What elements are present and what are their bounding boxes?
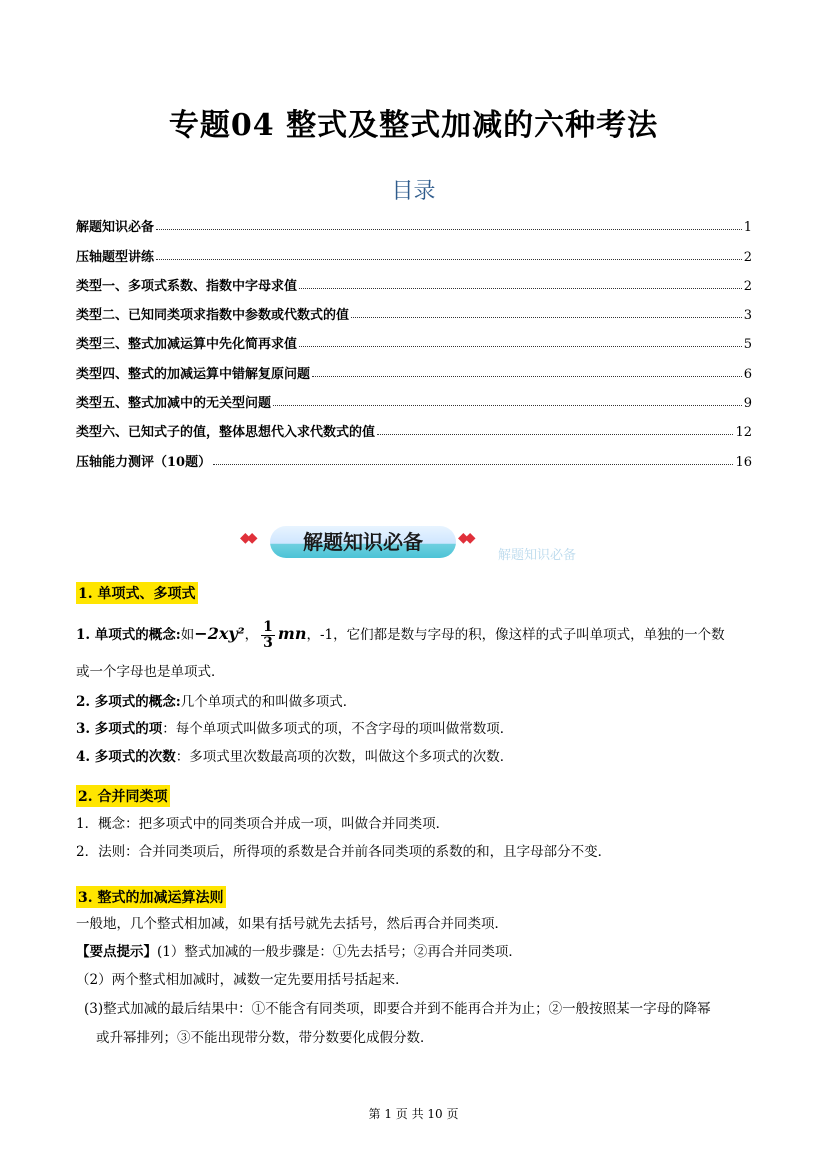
toc-item[interactable] bbox=[76, 411, 752, 440]
toc-item-label: 压轴能力测评（10题） bbox=[76, 454, 212, 470]
tip-line-2: （2）两个整式相加减时，减数一定先要用括号括起来． bbox=[76, 972, 409, 988]
page-title: 专题04 整式及整式加减的六种考法 bbox=[168, 108, 659, 143]
tip-line-1 bbox=[76, 942, 756, 962]
item-text: ：多项式里次数最高项的次数，叫做这个多项式的次数． bbox=[175, 749, 514, 765]
toc-item-label: 解题知识必备 bbox=[76, 220, 155, 236]
math-expression: mn bbox=[277, 624, 307, 643]
toc-leader bbox=[156, 259, 742, 260]
toc-heading: 目录 bbox=[391, 179, 436, 204]
toc-leader bbox=[377, 434, 733, 435]
item-polynomial-degree bbox=[76, 747, 756, 767]
item-text: ，-1，它们都是数与字母的积，像这样的式子叫单项式，单独的一个数 bbox=[306, 627, 725, 643]
toc-item-page: 2 bbox=[743, 278, 752, 294]
item-text: 几个单项式的和叫做多项式． bbox=[180, 694, 357, 710]
toc-item[interactable] bbox=[76, 294, 752, 323]
toc-item-page: 12 bbox=[735, 425, 752, 441]
toc-leader bbox=[299, 288, 742, 289]
toc-leader bbox=[213, 464, 733, 465]
section-heading-3: 3. 整式的加减运算法则 bbox=[76, 886, 226, 908]
toc-item-label: 类型四、整式的加减运算中错解复原问题 bbox=[76, 366, 311, 382]
toc-item[interactable] bbox=[76, 235, 752, 264]
toc-item[interactable] bbox=[76, 206, 752, 235]
table-of-contents bbox=[76, 206, 752, 470]
toc-item[interactable] bbox=[76, 323, 752, 352]
toc-item-label: 压轴题型讲练 bbox=[76, 249, 155, 265]
toc-item-page: 1 bbox=[743, 220, 752, 236]
tip-line-3-continued: 或升幂排列；③不能出现带分数，带分数要化成假分数． bbox=[96, 1030, 434, 1046]
toc-item-label: 类型二、已知同类项求指数中参数或代数式的值 bbox=[76, 308, 350, 324]
item-text: 如 bbox=[180, 627, 195, 643]
toc-leader bbox=[273, 405, 742, 406]
toc-leader bbox=[351, 317, 742, 318]
addition-rule: 一般地，几个整式相加减，如果有括号就先去括号，然后再合并同类项． bbox=[76, 916, 508, 932]
tip-text: (1）整式加减的一般步骤是：①先去括号；②再合并同类项． bbox=[157, 944, 522, 960]
item-monomial-continued: 或一个字母也是单项式． bbox=[76, 664, 225, 680]
toc-item-page: 16 bbox=[735, 454, 752, 470]
toc-item[interactable] bbox=[76, 352, 752, 381]
item-label: 3. 多项式的项 bbox=[76, 721, 163, 737]
banner-watermark: 解题知识必备 bbox=[498, 548, 577, 563]
like-terms-rule: 2．法则：合并同类项后，所得项的系数是合并前各同类项的系数的和，且字母部分不变． bbox=[76, 844, 612, 860]
toc-item-page: 9 bbox=[743, 396, 752, 412]
toc-leader bbox=[156, 229, 742, 230]
page-footer: 第 1 页 共 10 页 bbox=[368, 1107, 459, 1121]
toc-item[interactable] bbox=[76, 440, 752, 469]
fraction-denominator: 3 bbox=[263, 635, 273, 651]
toc-item-page: 3 bbox=[743, 308, 752, 324]
toc-item-label: 类型六、已知式子的值，整体思想代入求代数式的值 bbox=[76, 425, 376, 441]
toc-item-page: 6 bbox=[743, 366, 752, 382]
section-heading-2: 2. 合并同类项 bbox=[76, 785, 170, 807]
section-heading-1: 1. 单项式、多项式 bbox=[76, 582, 198, 604]
math-expression: −2xy² bbox=[194, 624, 245, 643]
toc-item-label: 类型三、整式加减运算中先化简再求值 bbox=[76, 337, 298, 353]
toc-item[interactable] bbox=[76, 265, 752, 294]
fraction bbox=[261, 620, 275, 651]
toc-item[interactable] bbox=[76, 382, 752, 411]
fraction-numerator: 1 bbox=[263, 619, 273, 635]
item-polynomial-terms bbox=[76, 719, 756, 739]
item-label: 1. 单项式的概念: bbox=[76, 627, 181, 643]
item-polynomial-definition bbox=[76, 692, 756, 712]
tip-label: 【要点提示】 bbox=[76, 944, 157, 960]
item-label: 4. 多项式的次数 bbox=[76, 749, 176, 765]
toc-leader bbox=[312, 376, 742, 377]
diamond-icon-right: ◆◆ bbox=[458, 530, 472, 546]
toc-item-label: 类型五、整式加减中的无关型问题 bbox=[76, 396, 272, 412]
toc-item-page: 2 bbox=[743, 249, 752, 265]
banner-title: 解题知识必备 bbox=[303, 530, 423, 554]
tip-line-3: (3)整式加减的最后结果中：①不能含有同类项，即要合并到不能再合并为止；②一般按照某一字母的降幂 bbox=[84, 1001, 711, 1017]
item-label: 2. 多项式的概念: bbox=[76, 694, 181, 710]
section-banner bbox=[240, 518, 610, 568]
toc-leader bbox=[299, 346, 742, 347]
toc-item-page: 5 bbox=[743, 337, 752, 353]
diamond-icon-left: ◆◆ bbox=[240, 530, 254, 546]
like-terms-concept: 1．概念：把多项式中的同类项合并成一项，叫做合并同类项． bbox=[76, 816, 450, 832]
item-text: ：每个单项式叫做多项式的项，不含字母的项叫做常数项． bbox=[162, 721, 514, 737]
toc-item-label: 类型一、多项式系数、指数中字母求值 bbox=[76, 278, 298, 294]
item-monomial-definition: 1. 单项式的概念:如−2xy²， $\frac{1}{3}$ mn，-1，它们都是数与字母的积，像这样的式子叫单项式，单独的一个数 bbox=[76, 619, 725, 651]
